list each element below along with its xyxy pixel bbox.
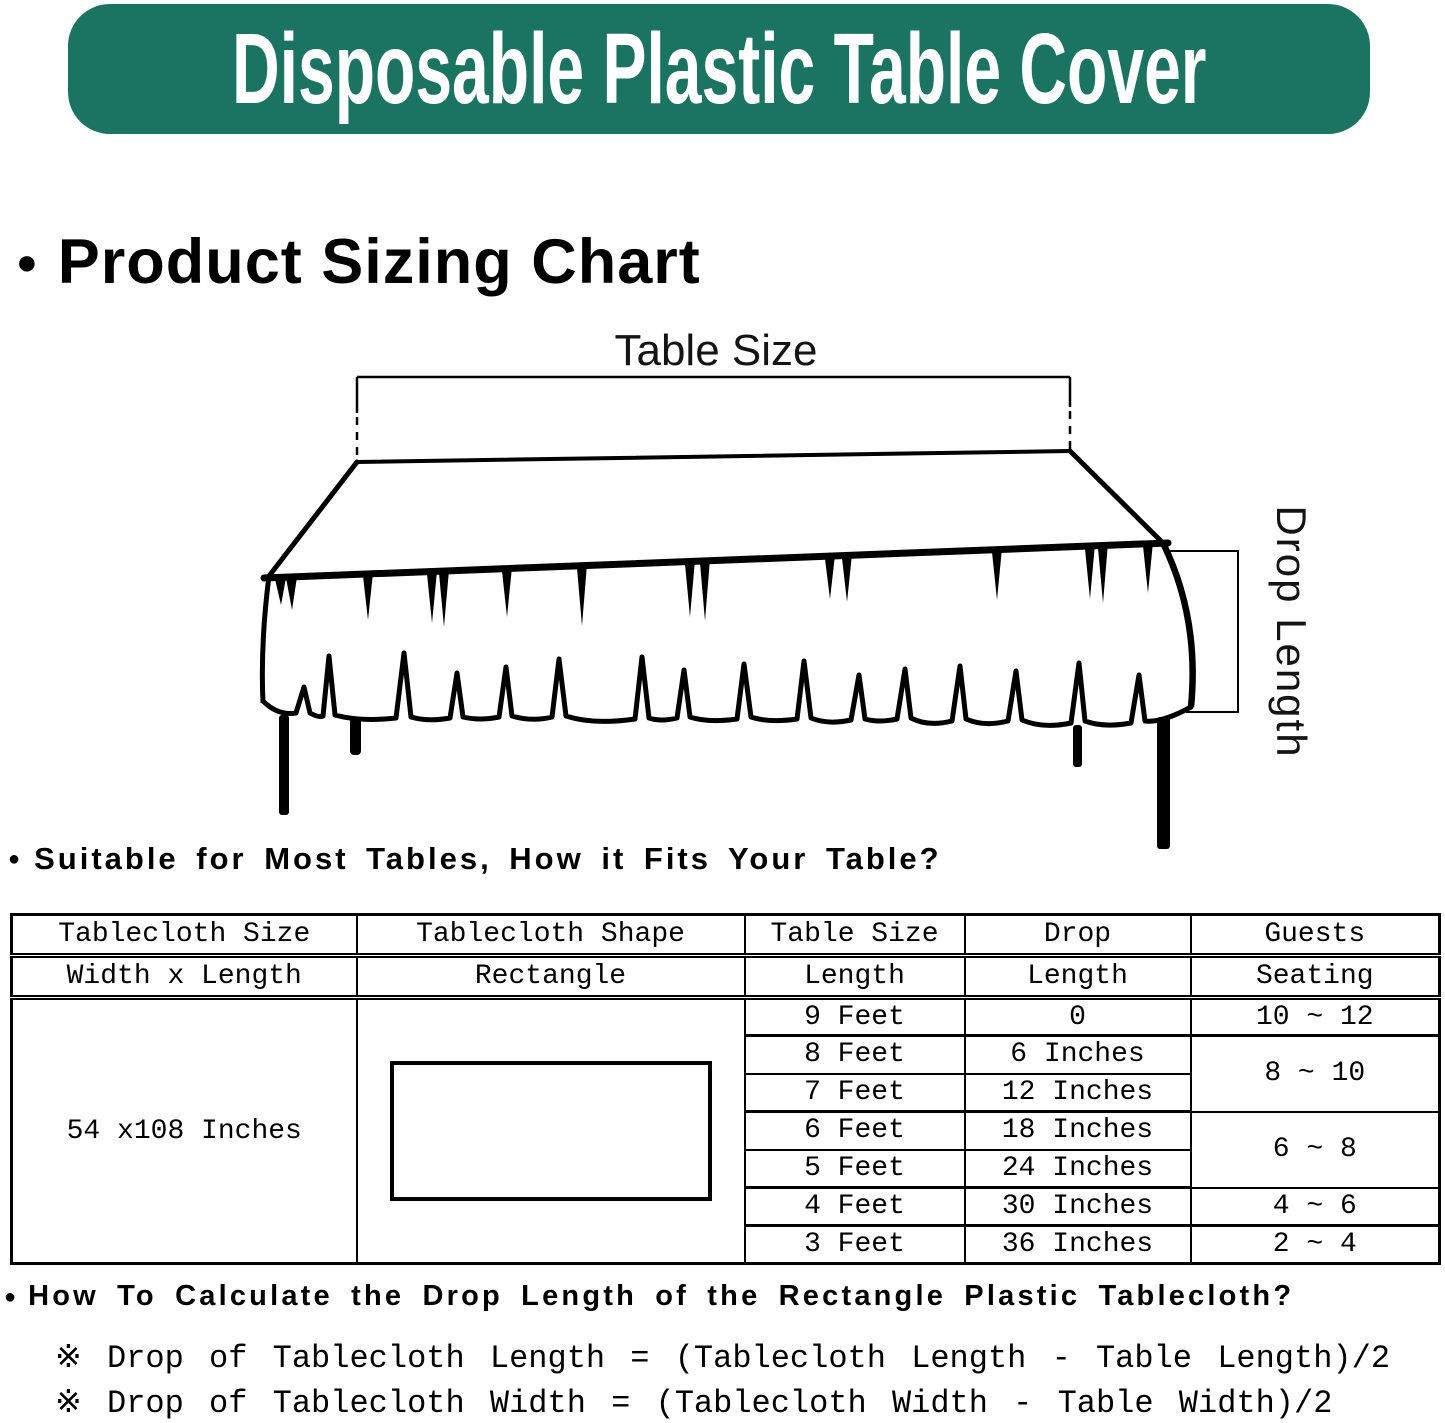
drop-cell: 24 Inches (965, 1150, 1191, 1188)
drop-cell: 36 Inches (965, 1226, 1191, 1264)
table-leg-front-right (1157, 717, 1170, 849)
tablecloth-fringe (275, 542, 1153, 627)
tablecloth-left-edge (262, 576, 269, 703)
table-size-dimension-bracket (357, 377, 1070, 461)
table-header-row-1 (12, 915, 1440, 956)
table-leg-back-left (350, 717, 361, 755)
table-top-outline (264, 451, 1168, 578)
guests-cell: 4 ~ 6 (1191, 1188, 1440, 1226)
tablecloth-right-edge (1163, 543, 1193, 707)
table-size-cell: 5 Feet (745, 1150, 965, 1188)
table-size-label: Table Size (614, 326, 818, 375)
header-tablecloth-shape: Tablecloth Shape (357, 915, 745, 956)
guests-cell: 2 ~ 4 (1191, 1226, 1440, 1264)
guests-cell: 6 ~ 8 (1191, 1112, 1440, 1188)
drop-length-label: Drop Length (1268, 505, 1315, 759)
table-size-cell: 7 Feet (745, 1074, 965, 1112)
sizing-table (10, 913, 1441, 1265)
subheader-width-x-length: Width x Length (12, 956, 357, 998)
drop-cell: 6 Inches (965, 1036, 1191, 1074)
heading-how-to-calculate (4, 1280, 1294, 1313)
drop-cell: 0 (965, 998, 1191, 1036)
table-size-cell: 6 Feet (745, 1112, 965, 1150)
heading-suitable-for-most-tables (8, 841, 942, 877)
banner (68, 4, 1370, 134)
header-table-size: Table Size (745, 915, 965, 956)
table-size-cell: 4 Feet (745, 1188, 965, 1226)
rectangle-shape-graphic (390, 1061, 712, 1201)
guests-cell: 10 ~ 12 (1191, 998, 1440, 1036)
banner-title: Disposable Plastic Table Cover (231, 13, 1207, 125)
table-leg-front-left (279, 715, 289, 815)
formula-drop-length: ※ Drop of Tablecloth Length = (Tablecloth Length - Table Length)/2 (55, 1340, 1391, 1377)
drop-cell: 18 Inches (965, 1112, 1191, 1150)
table-leg-back-right (1073, 725, 1082, 767)
subheader-length: Length (745, 956, 965, 998)
drop-cell: 12 Inches (965, 1074, 1191, 1112)
tablecloth-diagram (200, 315, 1445, 860)
table-header-row-2 (12, 956, 1440, 998)
header-drop: Drop (965, 915, 1191, 956)
heading-product-sizing-chart (16, 226, 701, 298)
subheader-drop-length: Length (965, 956, 1191, 998)
tablecloth-hem (263, 653, 1191, 725)
heading-text: Suitable for Most Tables, How it Fits Your Table? (34, 841, 942, 876)
heading-text: Product Sizing Chart (57, 227, 701, 297)
formula-drop-width: ※ Drop of Tablecloth Width = (Tablecloth Width - Table Width)/2 (55, 1385, 1333, 1422)
table-size-cell: 8 Feet (745, 1036, 965, 1074)
header-guests: Guests (1191, 915, 1440, 956)
header-tablecloth-size: Tablecloth Size (12, 915, 357, 956)
guests-cell: 8 ~ 10 (1191, 1036, 1440, 1112)
heading-text: How To Calculate the Drop Length of the Rectangle Plastic Tablecloth? (28, 1280, 1295, 1312)
subheader-seating: Seating (1191, 956, 1440, 998)
table-row (12, 998, 1440, 1036)
bullet-icon: ● (4, 1285, 17, 1308)
tablecloth-size-value: 54 x108 Inches (12, 998, 357, 1264)
bullet-icon: ● (8, 848, 21, 870)
table-size-cell: 3 Feet (745, 1226, 965, 1264)
table-size-cell: 9 Feet (745, 998, 965, 1036)
table-legs (279, 715, 1170, 849)
bullet-icon: ● (16, 241, 38, 282)
subheader-rectangle: Rectangle (357, 956, 745, 998)
tablecloth-shape-cell (357, 998, 745, 1264)
drop-cell: 30 Inches (965, 1188, 1191, 1226)
